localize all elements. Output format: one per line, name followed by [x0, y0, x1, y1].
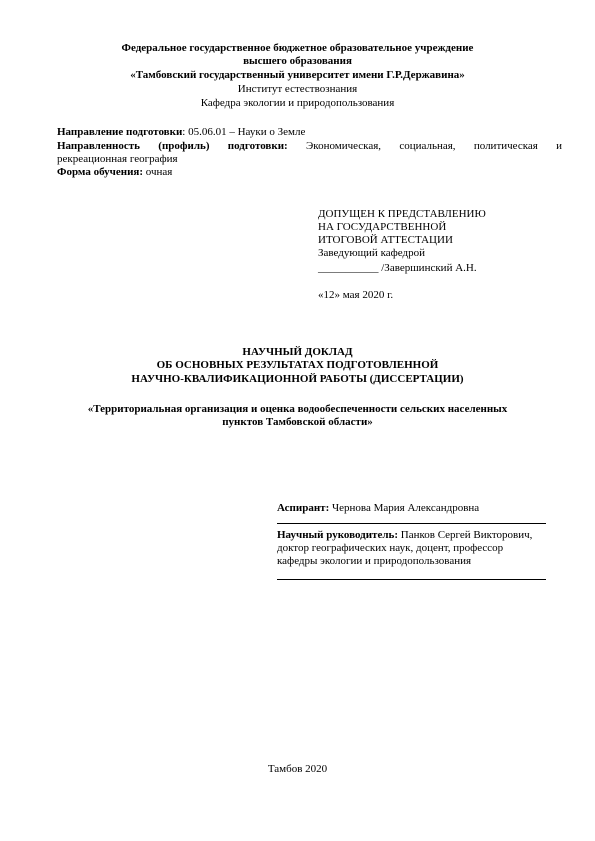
doc-title-3: НАУЧНО-КВАЛИФИКАЦИОННОЙ РАБОТЫ (ДИССЕРТАЦИИ)	[131, 373, 464, 385]
form-line	[57, 166, 562, 179]
topic-line-1: «Территориальная организация и оценка водообеспеченности сельских населенных	[87, 403, 508, 415]
student-label: Аспирант:	[277, 502, 330, 514]
advisor-line-2: доктор географических наук, доцент, профессор	[277, 542, 504, 554]
profile-line-2: рекреационная география	[57, 153, 178, 165]
doc-title-2: ОБ ОСНОВНЫХ РЕЗУЛЬТАТАХ ПОДГОТОВЛЕННОЙ	[156, 359, 439, 371]
student-line	[277, 502, 479, 515]
department-name: Кафедра экологии и природопользования	[200, 97, 395, 109]
city-year: Тамбов 2020	[267, 763, 328, 775]
approval-block	[318, 208, 486, 302]
form-value: очная	[145, 166, 173, 178]
approval-line-1: ДОПУЩЕН К ПРЕДСТАВЛЕНИЮ	[318, 208, 486, 220]
advisor-line-1	[277, 529, 532, 542]
profile-label: Направленность (профиль) подготовки:	[57, 140, 288, 152]
student-name: Чернова Мария Александровна	[329, 502, 480, 514]
institute-name: Институт естествознания	[237, 83, 358, 95]
approval-date: «12» мая 2020 г.	[318, 289, 394, 301]
profile-value-1: Экономическая, социальная, политическая и	[306, 140, 563, 152]
approval-line-4: Заведующий кафедрой	[318, 247, 425, 259]
advisor-signature-line	[277, 579, 546, 580]
institution-type: Федеральное государственное бюджетное образовательное учреждение	[121, 42, 474, 54]
advisor-block	[277, 529, 532, 568]
advisor-name: Панков Сергей Викторович,	[398, 529, 533, 541]
approval-line-3: ИТОГОВОЙ АТТЕСТАЦИИ	[318, 234, 453, 246]
profile-line	[57, 140, 562, 153]
advisor-label: Научный руководитель:	[277, 529, 398, 541]
direction-value: : 05.06.01 – Науки о Земле	[182, 126, 306, 138]
student-signature-line	[277, 523, 546, 524]
approval-signature: ___________ /Завершинский А.Н.	[318, 262, 477, 274]
education-level: высшего образования	[243, 55, 352, 67]
topic-line-2: пунктов Тамбовской области»	[222, 416, 373, 428]
direction-label: Направление подготовки	[57, 126, 183, 138]
approval-line-2: НА ГОСУДАРСТВЕННОЙ	[318, 221, 447, 233]
form-label: Форма обучения:	[57, 166, 144, 178]
advisor-line-3: кафедры экологии и природопользования	[277, 555, 472, 567]
direction-line	[57, 126, 562, 139]
university-name: «Тамбовский государственный университет имени Г.Р.Державина»	[130, 69, 465, 81]
doc-title-1: НАУЧНЫЙ ДОКЛАД	[242, 346, 353, 358]
